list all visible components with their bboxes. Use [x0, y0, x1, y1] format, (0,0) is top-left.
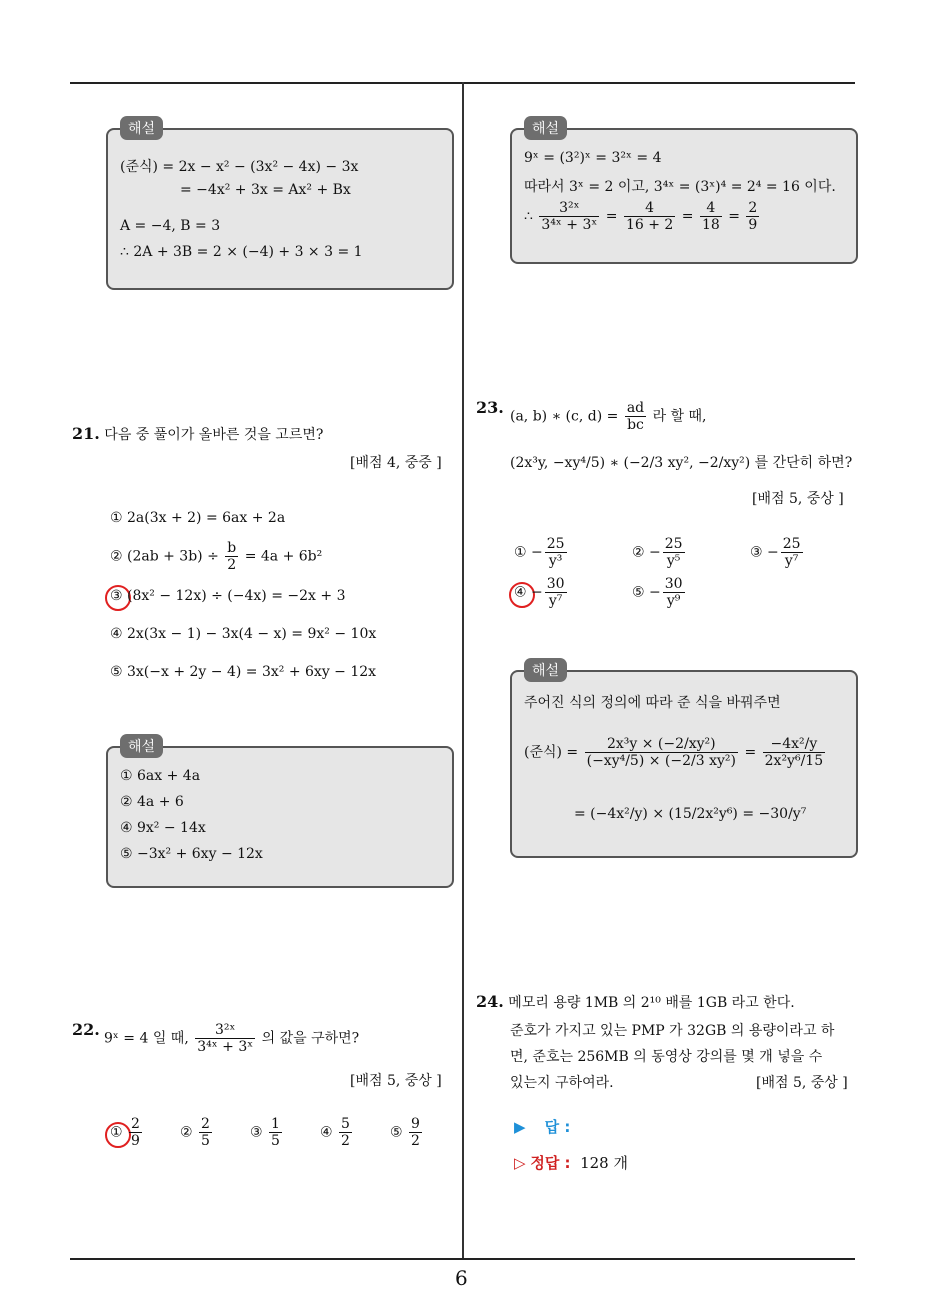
solution-line: ④ 9x² − 14x	[120, 820, 206, 836]
solution-line: ② 4a + 6	[120, 794, 184, 810]
question-points: [배점 5, 중상 ]	[350, 1073, 442, 1089]
option-5[interactable]: ⑤ 3x(−x + 2y − 4) = 3x² + 6xy − 12x	[110, 664, 377, 680]
option-1[interactable]: ① − $\frac{25}{\text{y³}}$	[514, 536, 565, 569]
question-number: 24.	[476, 992, 504, 1011]
option-1[interactable]: ① 2a(3x + 2) = 6ax + 2a	[110, 510, 286, 526]
correct-marker-icon: ▷	[514, 1154, 526, 1172]
column-divider	[462, 82, 464, 1260]
solution-line: = −4x² + 3x = Ax² + Bx	[180, 182, 351, 198]
question-number: 22.	[72, 1020, 100, 1039]
answer-label: 답 :	[544, 1118, 571, 1136]
question-21	[72, 424, 323, 444]
question-text: 메모리 용량 1MB 의 2¹⁰ 배를 1GB 라고 한다.	[508, 995, 795, 1011]
question-definition: (a, b) ∗ (c, d) = $\frac{ad}{bc}$ 라 할 때,	[510, 400, 707, 433]
solution-line: ∴ 2A + 3B = 2 × (−4) + 3 × 3 = 1	[120, 244, 363, 260]
option-3[interactable]: ③ $\frac{1}{5}$	[250, 1116, 280, 1149]
question-text: 준호가 가지고 있는 PMP 가 32GB 의 용량이라고 하	[510, 1023, 835, 1039]
solution-line: = (−4x²/y) × (15/2x²y⁶) = −30/y⁷	[574, 806, 807, 822]
question-text: 있는지 구하여라.	[510, 1075, 614, 1091]
option-4[interactable]: ④ 2x(3x − 1) − 3x(4 − x) = 9x² − 10x	[110, 626, 377, 642]
question-text: 9ˣ = 4 일 때, $\frac{\text{3²ˣ}}{\text{3⁴ˣ + 3ˣ}}$ 의 값을 구하면?	[104, 1022, 360, 1055]
solution-line: (준식) = 2x − x² − (3x² − 4x) − 3x	[120, 159, 359, 175]
option-1[interactable]: ① $\frac{2}{9}$	[110, 1116, 140, 1149]
question-points: [배점 5, 중상 ]	[756, 1075, 848, 1091]
correct-label: 정답 :	[530, 1154, 571, 1172]
solution-tag: 해설	[120, 116, 163, 140]
question-points: [배점 4, 중중 ]	[350, 455, 442, 471]
question-text: (2x³y, −xy⁴/5) ∗ (−2/3 xy², −2/xy²) 를 간단히 하면?	[510, 455, 853, 471]
solution-tag: 해설	[524, 658, 567, 682]
option-5[interactable]: ⑤ − $\frac{30}{\text{y⁹}}$	[632, 576, 683, 609]
solution-line: ⑤ −3x² + 6xy − 12x	[120, 846, 263, 862]
solution-box-21	[106, 739, 454, 888]
solution-box-22	[510, 121, 858, 264]
solution-line: 따라서 3ˣ = 2 이고, 3⁴ˣ = (3ˣ)⁴ = 2⁴ = 16 이다.	[524, 179, 836, 195]
option-4[interactable]: ④ − $\frac{30}{\text{y⁷}}$	[514, 576, 565, 609]
solution-tag: 해설	[120, 734, 163, 758]
option-2[interactable]: ② $\frac{2}{5}$	[180, 1116, 210, 1149]
bottom-rule	[70, 1258, 855, 1260]
page-number: 6	[455, 1266, 468, 1290]
question-text: 다음 중 풀이가 올바른 것을 고르면?	[104, 427, 324, 443]
option-text: = 4a + 6b²	[244, 548, 323, 565]
solution-line: 주어진 식의 정의에 따라 준 식을 바꿔주면	[524, 695, 781, 711]
solution-line: 9ˣ = (3²)ˣ = 3²ˣ = 4	[524, 150, 662, 166]
solution-line: ① 6ax + 4a	[120, 768, 201, 784]
solution-box-20	[106, 121, 454, 290]
option-2[interactable]: ② − $\frac{25}{\text{y⁵}}$	[632, 536, 683, 569]
fraction: $\frac{\text{3²ˣ}}{\text{3⁴ˣ + 3ˣ}}$	[197, 1022, 254, 1055]
question-number: 21.	[72, 424, 100, 443]
solution-line: ∴ $\frac{\text{3²ˣ}}{\text{3⁴ˣ + 3ˣ}}$ = $\frac{4}{16 + 2}$ = $\frac{4}{18}$ = $\frac{2}{9}$	[524, 200, 758, 233]
question-22	[72, 1020, 100, 1039]
option-text: ② (2ab + 3b) ÷	[110, 548, 219, 565]
option-5[interactable]: ⑤ $\frac{9}{2}$	[390, 1116, 420, 1149]
solution-tag: 해설	[524, 116, 567, 140]
question-24	[476, 992, 795, 1012]
solution-line: A = −4, B = 3	[120, 218, 221, 234]
option-3[interactable]: ③ (8x² − 12x) ÷ (−4x) = −2x + 3	[110, 588, 346, 604]
answer-marker-icon: ▶	[514, 1118, 526, 1136]
question-text: 면, 준호는 256MB 의 동영상 강의를 몇 개 넣을 수	[510, 1049, 823, 1065]
solution-box-23	[510, 663, 858, 858]
option-4[interactable]: ④ $\frac{5}{2}$	[320, 1116, 350, 1149]
option-3[interactable]: ③ − $\frac{25}{\text{y⁷}}$	[750, 536, 801, 569]
fraction: $\frac{b}{2}$	[227, 540, 237, 573]
question-number: 23.	[476, 398, 504, 417]
correct-value: 128 개	[580, 1154, 628, 1172]
solution-line: (준식) = $\frac{\text{2x³y × (−2/xy²)}}{\text{(−xy⁴/5) × (−2/3 xy²)}}$ = $\frac{\text{−4x²/y}}{\text{2x²y⁶/15}}$	[524, 736, 824, 769]
question-23	[476, 398, 504, 417]
correct-answer-line	[514, 1152, 628, 1173]
option-2[interactable]	[110, 540, 322, 573]
question-points: [배점 5, 중상 ]	[752, 491, 844, 507]
answer-line	[514, 1116, 570, 1137]
